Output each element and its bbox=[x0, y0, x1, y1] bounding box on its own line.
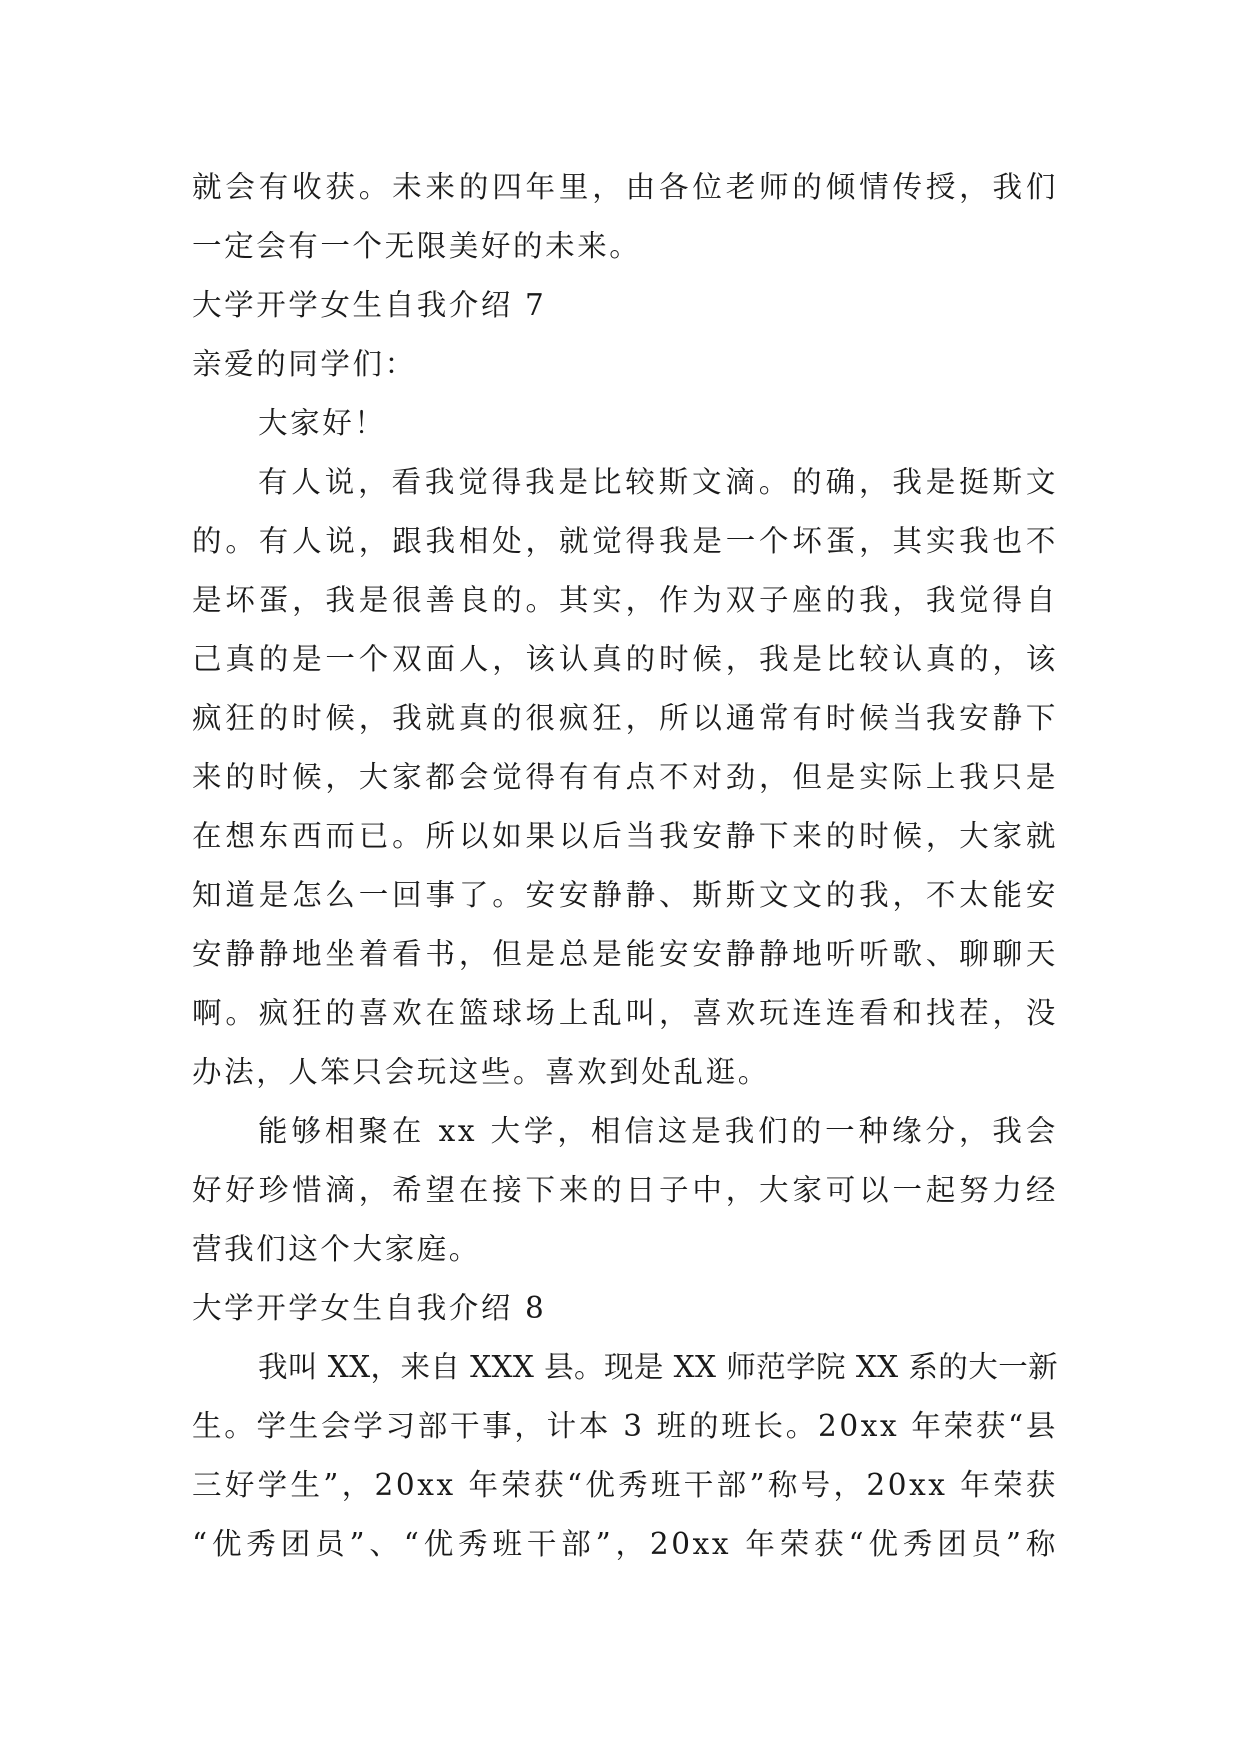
section-heading: 大学开学女生自我介绍 7 bbox=[192, 288, 547, 322]
text-line: 有人说，看我觉得我是比较斯文滴。的确，我是挺斯文 bbox=[258, 465, 1058, 499]
text-line: 疯狂的时候，我就真的很疯狂，所以通常有时候当我安静下 bbox=[192, 701, 1058, 735]
text-line: 能够相聚在 xx 大学，相信这是我们的一种缘分，我会 bbox=[258, 1114, 1058, 1148]
text-line: 是坏蛋，我是很善良的。其实，作为双子座的我，我觉得自 bbox=[192, 583, 1058, 617]
text-line: 生。学生会学习部干事，计本 3 班的班长。20xx 年荣获“县 bbox=[192, 1409, 1058, 1443]
text-line: 知道是怎么一回事了。安安静静、斯斯文文的我，不太能安 bbox=[192, 878, 1058, 912]
text-line: 好好珍惜滴，希望在接下来的日子中，大家可以一起努力经 bbox=[192, 1173, 1058, 1207]
text-line: 我叫 XX，来自 XXX 县。现是 XX 师范学院 XX 系的大一新 bbox=[258, 1350, 1058, 1384]
text-line: 办法，人笨只会玩这些。喜欢到处乱逛。 bbox=[192, 1055, 770, 1089]
text-line: 大家好！ bbox=[258, 406, 387, 440]
text-line: 己真的是一个双面人，该认真的时候，我是比较认真的，该 bbox=[192, 642, 1058, 676]
text-line: 营我们这个大家庭。 bbox=[192, 1232, 481, 1266]
text-line: “优秀团员”、“优秀班干部”，20xx 年荣获“优秀团员”称 bbox=[192, 1527, 1058, 1561]
text-line: 安静静地坐着看书，但是总是能安安静静地听听歌、聊聊天 bbox=[192, 937, 1058, 971]
section-heading: 大学开学女生自我介绍 8 bbox=[192, 1291, 547, 1325]
text-line: 三好学生”，20xx 年荣获“优秀班干部”称号，20xx 年荣获 bbox=[192, 1468, 1058, 1502]
text-line: 一定会有一个无限美好的未来。 bbox=[192, 229, 642, 263]
document-page bbox=[192, 158, 1058, 1574]
text-line: 在想东西而已。所以如果以后当我安静下来的时候，大家就 bbox=[192, 819, 1058, 853]
text-line: 来的时候，大家都会觉得有有点不对劲，但是实际上我只是 bbox=[192, 760, 1058, 794]
text-line: 的。有人说，跟我相处，就觉得我是一个坏蛋，其实我也不 bbox=[192, 524, 1058, 558]
text-line: 就会有收获。未来的四年里，由各位老师的倾情传授，我们 bbox=[192, 170, 1058, 204]
text-line: 亲爱的同学们： bbox=[192, 347, 417, 381]
text-line: 啊。疯狂的喜欢在篮球场上乱叫，喜欢玩连连看和找茬，没 bbox=[192, 996, 1058, 1030]
